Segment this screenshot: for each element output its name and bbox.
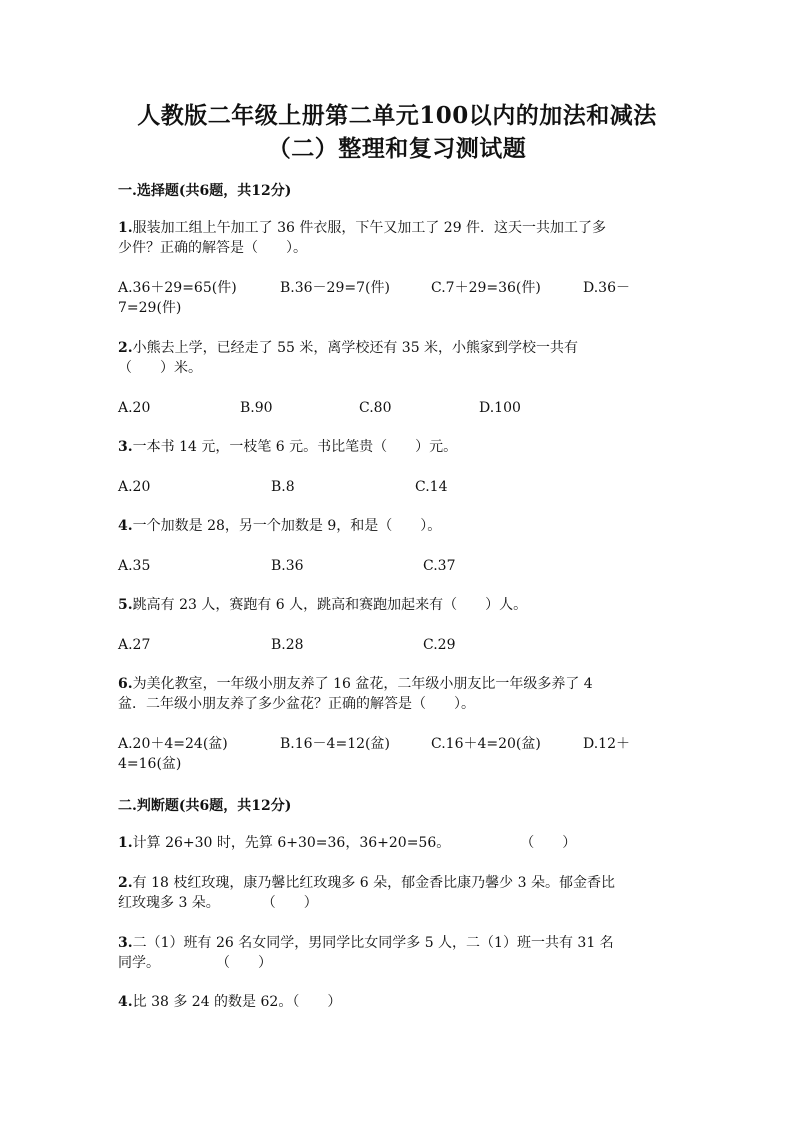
question-number: 5. xyxy=(118,597,133,613)
choice-q1-option-c: C.7＋29=36(件) xyxy=(431,280,541,296)
choice-q6-option-a: A.20＋4=24(盆) xyxy=(118,736,228,752)
question-text: 一个加数是 28，另一个加数是 9，和是（ ）。 xyxy=(132,518,442,534)
choice-q2-option-b: B.90 xyxy=(240,400,273,416)
choice-q3-option-a: A.20 xyxy=(118,479,151,495)
choice-q3-stem-line1 xyxy=(118,437,457,457)
question-text: 小熊去上学，已经走了 55 米，离学校还有 35 米，小熊家到学校一共有 xyxy=(132,340,579,356)
choice-q3-option-c: C.14 xyxy=(415,479,448,495)
choice-q5-option-b: B.28 xyxy=(271,637,304,653)
choice-q1-option-d-continued: 7=29(件) xyxy=(118,300,182,316)
question-text: 有 18 枝红玫瑰，康乃馨比红玫瑰多 6 朵，郁金香比康乃馨少 3 朵。郁金香比 xyxy=(132,875,615,891)
choice-q1-stem-line2: 少件？正确的解答是（ ）。 xyxy=(118,240,307,256)
question-text: 比 38 多 24 的数是 62。（ ） xyxy=(132,994,342,1010)
choice-q4-stem-line1 xyxy=(118,516,441,536)
question-number: 1. xyxy=(118,835,133,851)
question-number: 3. xyxy=(118,439,133,455)
choice-q2-option-c: C.80 xyxy=(359,400,392,416)
choice-q5-stem-line1 xyxy=(118,595,527,615)
question-number: 4. xyxy=(118,994,133,1010)
question-text: 一本书 14 元，一枝笔 6 元。书比笔贵（ ）元。 xyxy=(132,439,458,455)
choice-q2-stem-line1 xyxy=(118,338,578,358)
choice-q1-option-a: A.36＋29=65(件) xyxy=(118,280,237,296)
choice-q4-option-c: C.37 xyxy=(423,558,456,574)
question-number: 2. xyxy=(118,340,133,356)
judge-q4-stem-line1 xyxy=(118,992,341,1012)
choice-q6-option-d-continued: 4=16(盆) xyxy=(118,756,182,772)
choice-q4-option-a: A.35 xyxy=(118,558,151,574)
choice-q4-option-b: B.36 xyxy=(271,558,304,574)
section-heading-choice: 一.选择题(共6题，共12分) xyxy=(118,183,292,199)
choice-q3-option-b: B.8 xyxy=(271,479,295,495)
page-title-line2: （二）整理和复习测试题 xyxy=(267,135,527,162)
choice-q2-option-a: A.20 xyxy=(118,400,151,416)
choice-q6-stem-line2: 盆．二年级小朋友养了多少盆花？正确的解答是（ ）。 xyxy=(118,696,475,712)
question-number: 4. xyxy=(118,518,133,534)
choice-q6-stem-line1 xyxy=(118,674,593,694)
question-number: 1. xyxy=(118,220,133,236)
judge-q2-stem-line1 xyxy=(118,873,615,893)
choice-q6-option-b: B.16－4=12(盆) xyxy=(280,736,390,752)
choice-q1-stem-line1 xyxy=(118,218,606,238)
question-text: 计算 26+30 时，先算 6+30=36，36+20=56。 （ ） xyxy=(132,835,577,851)
choice-q5-option-c: C.29 xyxy=(423,637,456,653)
judge-q3-stem-line2: 同学。 （ ） xyxy=(118,955,272,971)
choice-q5-option-a: A.27 xyxy=(118,637,151,653)
choice-q6-option-d: D.12＋ xyxy=(583,736,630,752)
question-text: 跳高有 23 人，赛跑有 6 人，跳高和赛跑加起来有（ ）人。 xyxy=(132,597,528,613)
judge-q1-stem-line1 xyxy=(118,833,576,853)
choice-q2-stem-line2: （ ）米。 xyxy=(118,360,202,376)
judge-q2-stem-line2: 红玫瑰多 3 朵。 （ ） xyxy=(118,895,318,911)
choice-q1-option-b: B.36－29=7(件) xyxy=(280,280,390,296)
choice-q6-option-c: C.16＋4=20(盆) xyxy=(431,736,541,752)
question-text: 服装加工组上午加工了 36 件衣服，下午又加工了 29 件．这天一共加工了多 xyxy=(132,220,607,236)
judge-q3-stem-line1 xyxy=(118,933,614,953)
choice-q2-option-d: D.100 xyxy=(479,400,521,416)
question-number: 2. xyxy=(118,875,133,891)
choice-q1-option-d: D.36－ xyxy=(583,280,630,296)
question-number: 3. xyxy=(118,935,133,951)
page-title-line1: 人教版二年级上册第二单元100以内的加法和减法 xyxy=(137,102,657,129)
question-number: 6. xyxy=(118,676,133,692)
question-text: 为美化教室，一年级小朋友养了 16 盆花，二年级小朋友比一年级多养了 4 xyxy=(132,676,593,692)
section-heading-judge: 二.判断题(共6题，共12分) xyxy=(118,798,292,814)
question-text: 二（1）班有 26 名女同学，男同学比女同学多 5 人，二（1）班一共有 31 名 xyxy=(132,935,614,951)
